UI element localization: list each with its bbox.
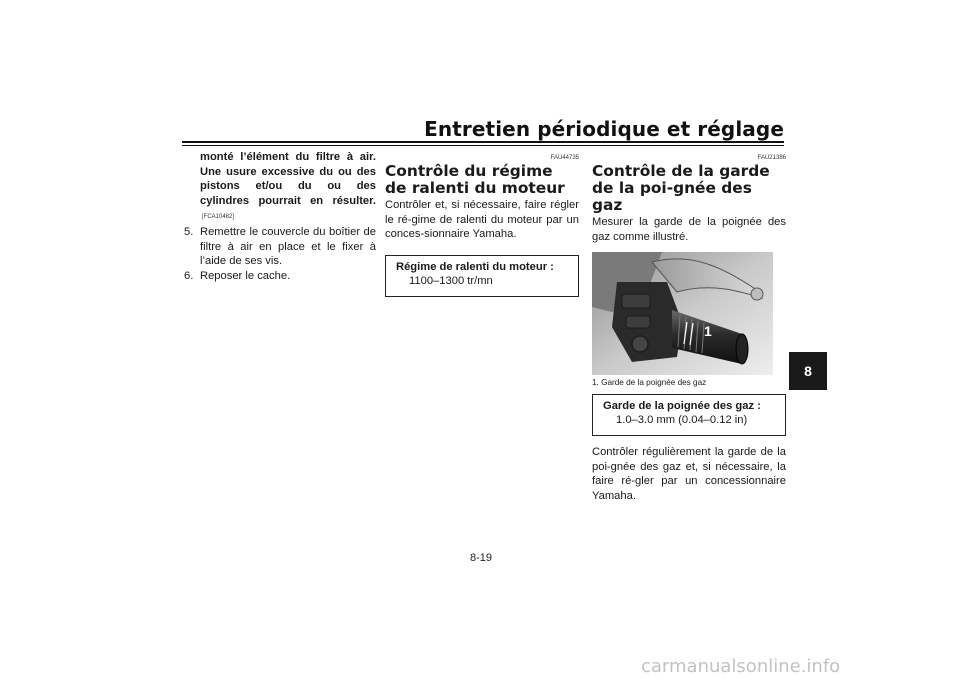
section-title: Contrôle de la garde de la poi-gnée des gaz xyxy=(592,162,770,214)
intro-paragraph: Mesurer la garde de la poignée des gaz comme illustré. xyxy=(592,216,786,243)
page-title: Entretien périodique et réglage xyxy=(424,117,784,141)
page-number: 8-19 xyxy=(470,552,493,564)
column-middle xyxy=(385,155,579,297)
spec-label: Régime de ralenti du moteur : xyxy=(396,260,554,273)
warning-text xyxy=(184,150,376,225)
watermark: carmanualsonline.info xyxy=(641,656,841,677)
step-text: Reposer le cache. xyxy=(200,269,291,282)
paragraph: Contrôler et, si nécessaire, faire régler le ré-gime de ralenti du moteur par un conces-sionnaire Yamaha. xyxy=(385,199,579,241)
column-right xyxy=(592,155,786,504)
spec-box xyxy=(592,394,786,436)
throttle-grip-figure xyxy=(592,252,773,375)
step-number: 5. xyxy=(184,225,194,238)
chapter-tab: 8 xyxy=(789,352,827,390)
figure-caption: 1. Garde de la poignée des gaz xyxy=(592,378,707,388)
step-number: 6. xyxy=(184,269,194,282)
step-item xyxy=(184,269,376,284)
warning-code: [FCA10482] xyxy=(202,214,235,221)
paragraph: Contrôler régulièrement la garde de la poi-gnée des gaz et, si nécessaire, la faire ré-gler par un concessionnaire Yamaha. xyxy=(592,446,786,502)
column-left xyxy=(184,150,376,283)
warning-body: monté l’élément du filtre à air. Une usure excessive du ou des pistons et/ou du ou des cylindres pourrait en résulter. xyxy=(200,151,376,207)
spec-label: Garde de la poignée des gaz : xyxy=(603,400,761,413)
spec-value: 1100–1300 tr/mn xyxy=(409,274,493,287)
step-text: Remettre le couvercle du boîtier de filtre à air en place et le fixer à l’aide de ses vis. xyxy=(200,225,376,268)
header-rule-thin xyxy=(182,145,784,146)
figure-callout: 1 xyxy=(704,323,712,340)
header-rule xyxy=(182,141,784,143)
spec-value: 1.0–3.0 mm (0.04–0.12 in) xyxy=(616,414,748,427)
section-title: Contrôle du régime de ralenti du moteur xyxy=(385,162,565,197)
step-item xyxy=(184,225,376,269)
throttle-grip-illustration xyxy=(592,252,773,375)
reference-code: FAU21386 xyxy=(757,155,786,161)
spec-box xyxy=(385,255,579,297)
reference-code: FAU44735 xyxy=(550,155,579,161)
